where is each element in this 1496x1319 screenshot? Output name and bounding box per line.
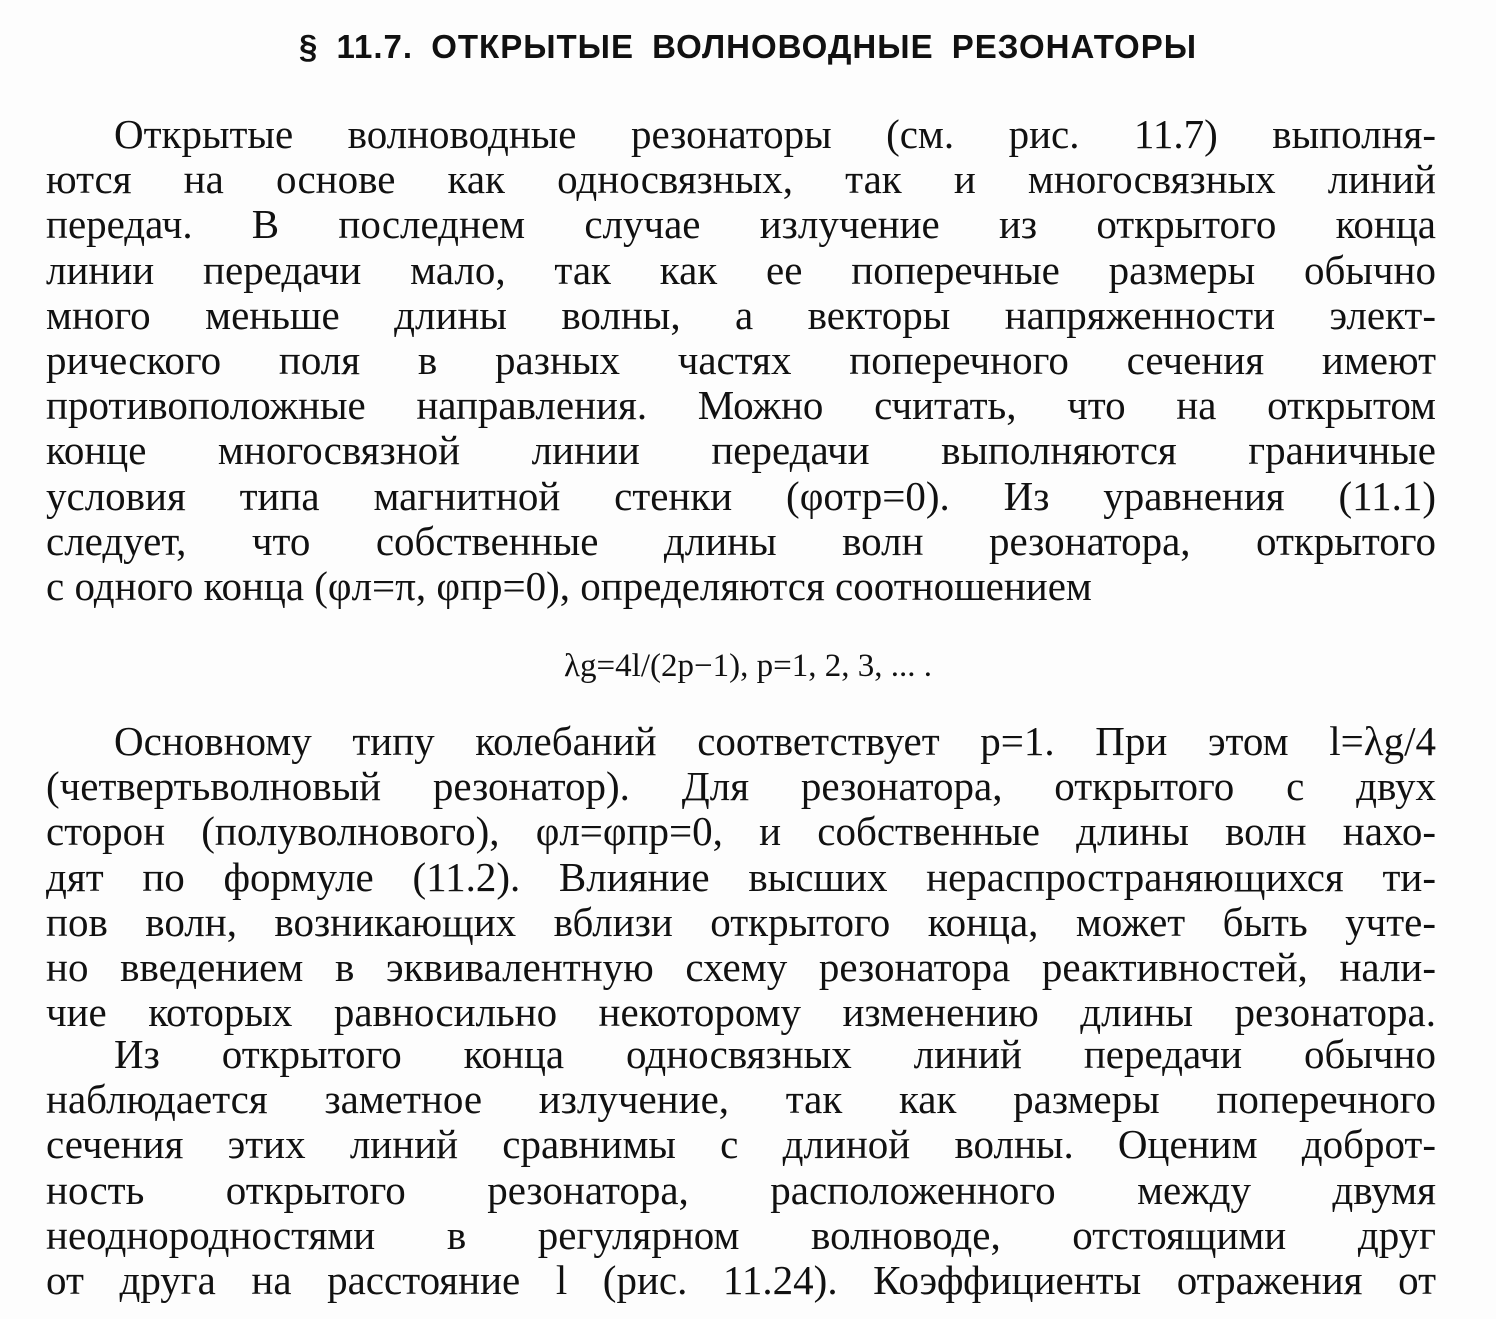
text-line: ются на основе как односвязных, так и многосвязных линий	[46, 156, 1436, 203]
text-line: сторон (полуволнового), φл=φпр=0, и собственные длины волн нахо-	[46, 808, 1436, 855]
text-line: сечения этих линий сравнимы с длиной волны. Оценим доброт-	[46, 1121, 1436, 1168]
paragraph-2	[46, 719, 1436, 1035]
text-line: много меньше длины волны, а векторы напряженности элект-	[46, 291, 1436, 338]
paragraph-3	[46, 1032, 1436, 1303]
text-line: пов волн, возникающих вблизи открытого конца, может быть учте-	[46, 898, 1436, 945]
text-line: Открытые волноводные резонаторы (см. рис. 11.7) выполня-	[114, 111, 1436, 157]
text-line: линии передачи мало, так как ее поперечные размеры обычно	[46, 246, 1436, 293]
text-line: передач. В последнем случае излучение из открытого конца	[46, 201, 1436, 248]
text-line: условия типа магнитной стенки (φотр=0). Из уравнения (11.1)	[46, 472, 1436, 519]
text-line: конце многосвязной линии передачи выполняются граничные	[46, 427, 1436, 474]
text-line: наблюдается заметное излучение, так как размеры поперечного	[46, 1076, 1436, 1123]
text-line: с одного конца (φл=π, φпр=0), определяются соотношением	[46, 562, 1092, 609]
text-line: но введением в эквивалентную схему резонатора реактивностей, нали-	[46, 943, 1436, 990]
text-line: неоднородностями в регулярном волноводе, отстоящими друг	[46, 1211, 1436, 1258]
section-heading: § 11.7. ОТКРЫТЫЕ ВОЛНОВОДНЫЕ РЕЗОНАТОРЫ	[298, 28, 1198, 65]
paragraph-1	[46, 112, 1436, 609]
text-line: чие которых равносильно некоторому изменению длины резонатора.	[46, 989, 1436, 1036]
text-line: рического поля в разных частях поперечного сечения имеют	[46, 336, 1436, 383]
text-line: Из открытого конца односвязных линий передачи обычно	[114, 1031, 1436, 1077]
text-line: противоположные направления. Можно считать, что на открытом	[46, 382, 1436, 429]
text-line: (четвертьволновый резонатор). Для резонатора, открытого с двух	[46, 763, 1436, 810]
text-line: от друга на расстояние l (рис. 11.24). Коэффициенты отражения от	[46, 1256, 1436, 1303]
formula: λg=4l/(2p−1), p=1, 2, 3, ... .	[564, 648, 932, 684]
text-line: ность открытого резонатора, расположенного между двумя	[46, 1166, 1436, 1213]
text-line: Основному типу колебаний соответствует p=1. При этом l=λg/4	[114, 718, 1436, 764]
text-line: дят по формуле (11.2). Влияние высших нераспространяющихся ти-	[46, 853, 1436, 900]
text-line: следует, что собственные длины волн резонатора, открытого	[46, 517, 1436, 564]
